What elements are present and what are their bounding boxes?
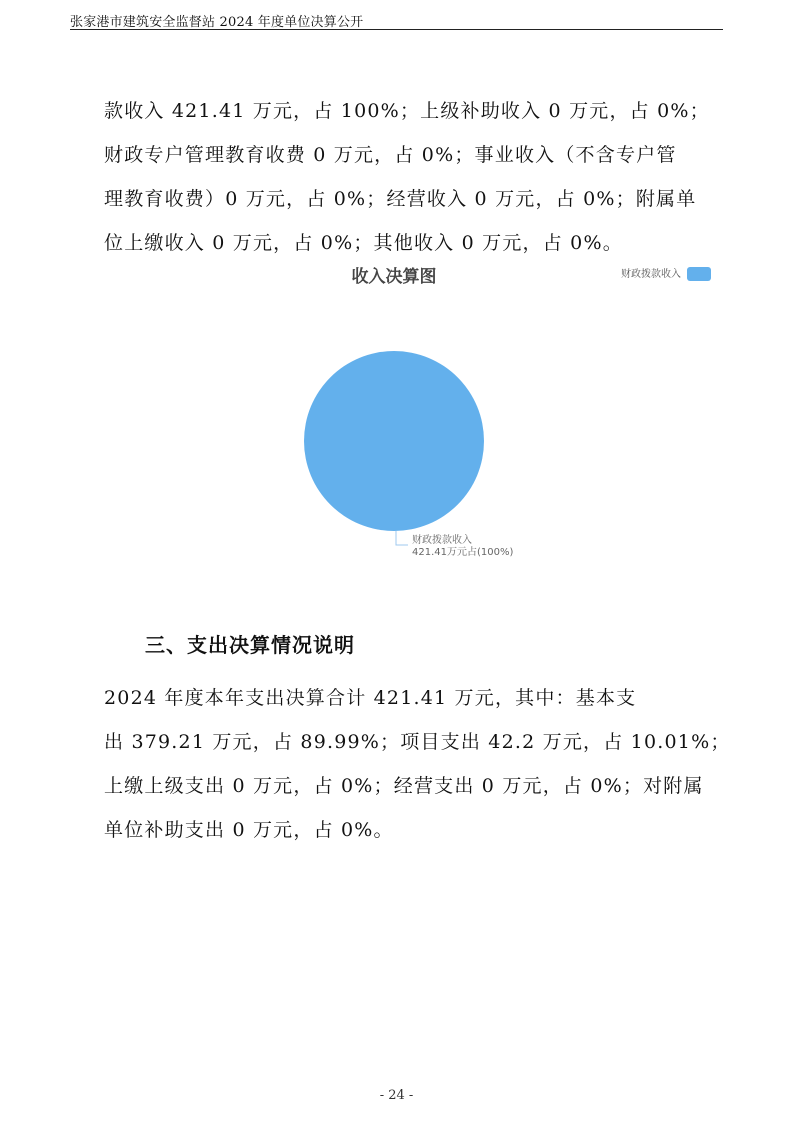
slice-value-label: 421.41万元占(100%) <box>412 547 514 558</box>
paragraph-line: 单位补助支出 0 万元，占 0%。 <box>104 819 394 841</box>
legend-swatch <box>687 267 711 281</box>
pie-slice <box>304 351 484 531</box>
paragraph-line: 财政专户管理教育收费 0 万元，占 0%；事业收入（不含专户管 <box>104 144 677 166</box>
document-header: 张家港市建筑安全监督站 2024 年度单位决算公开 <box>70 15 364 30</box>
slice-label: 财政拨款收入 <box>412 535 472 546</box>
paragraph-line: 2024 年度本年支出决算合计 421.41 万元，其中：基本支 <box>104 687 637 709</box>
paragraph-line: 款收入 421.41 万元，占 100%；上级补助收入 0 万元，占 0%； <box>104 100 710 122</box>
section-heading: 三、支出决算情况说明 <box>145 633 355 657</box>
legend-label: 财政拨款收入 <box>621 269 681 280</box>
page-number: - 24 - <box>379 1088 414 1103</box>
paragraph-line: 理教育收费）0 万元，占 0%；经营收入 0 万元，占 0%；附属单 <box>104 188 697 210</box>
paragraph-line: 出 379.21 万元，占 89.99%；项目支出 42.2 万元，占 10.01%； <box>104 731 731 753</box>
slice-leader-line <box>396 531 408 545</box>
paragraph-line: 上缴上级支出 0 万元，占 0%；经营支出 0 万元，占 0%；对附属 <box>104 775 704 797</box>
income-pie-chart <box>0 255 793 575</box>
header-divider <box>70 29 723 30</box>
chart-title: 收入决算图 <box>351 267 437 287</box>
paragraph-line: 位上缴收入 0 万元，占 0%；其他收入 0 万元，占 0%。 <box>104 232 623 254</box>
expenditure-paragraph <box>104 676 731 852</box>
income-paragraph <box>104 89 710 265</box>
